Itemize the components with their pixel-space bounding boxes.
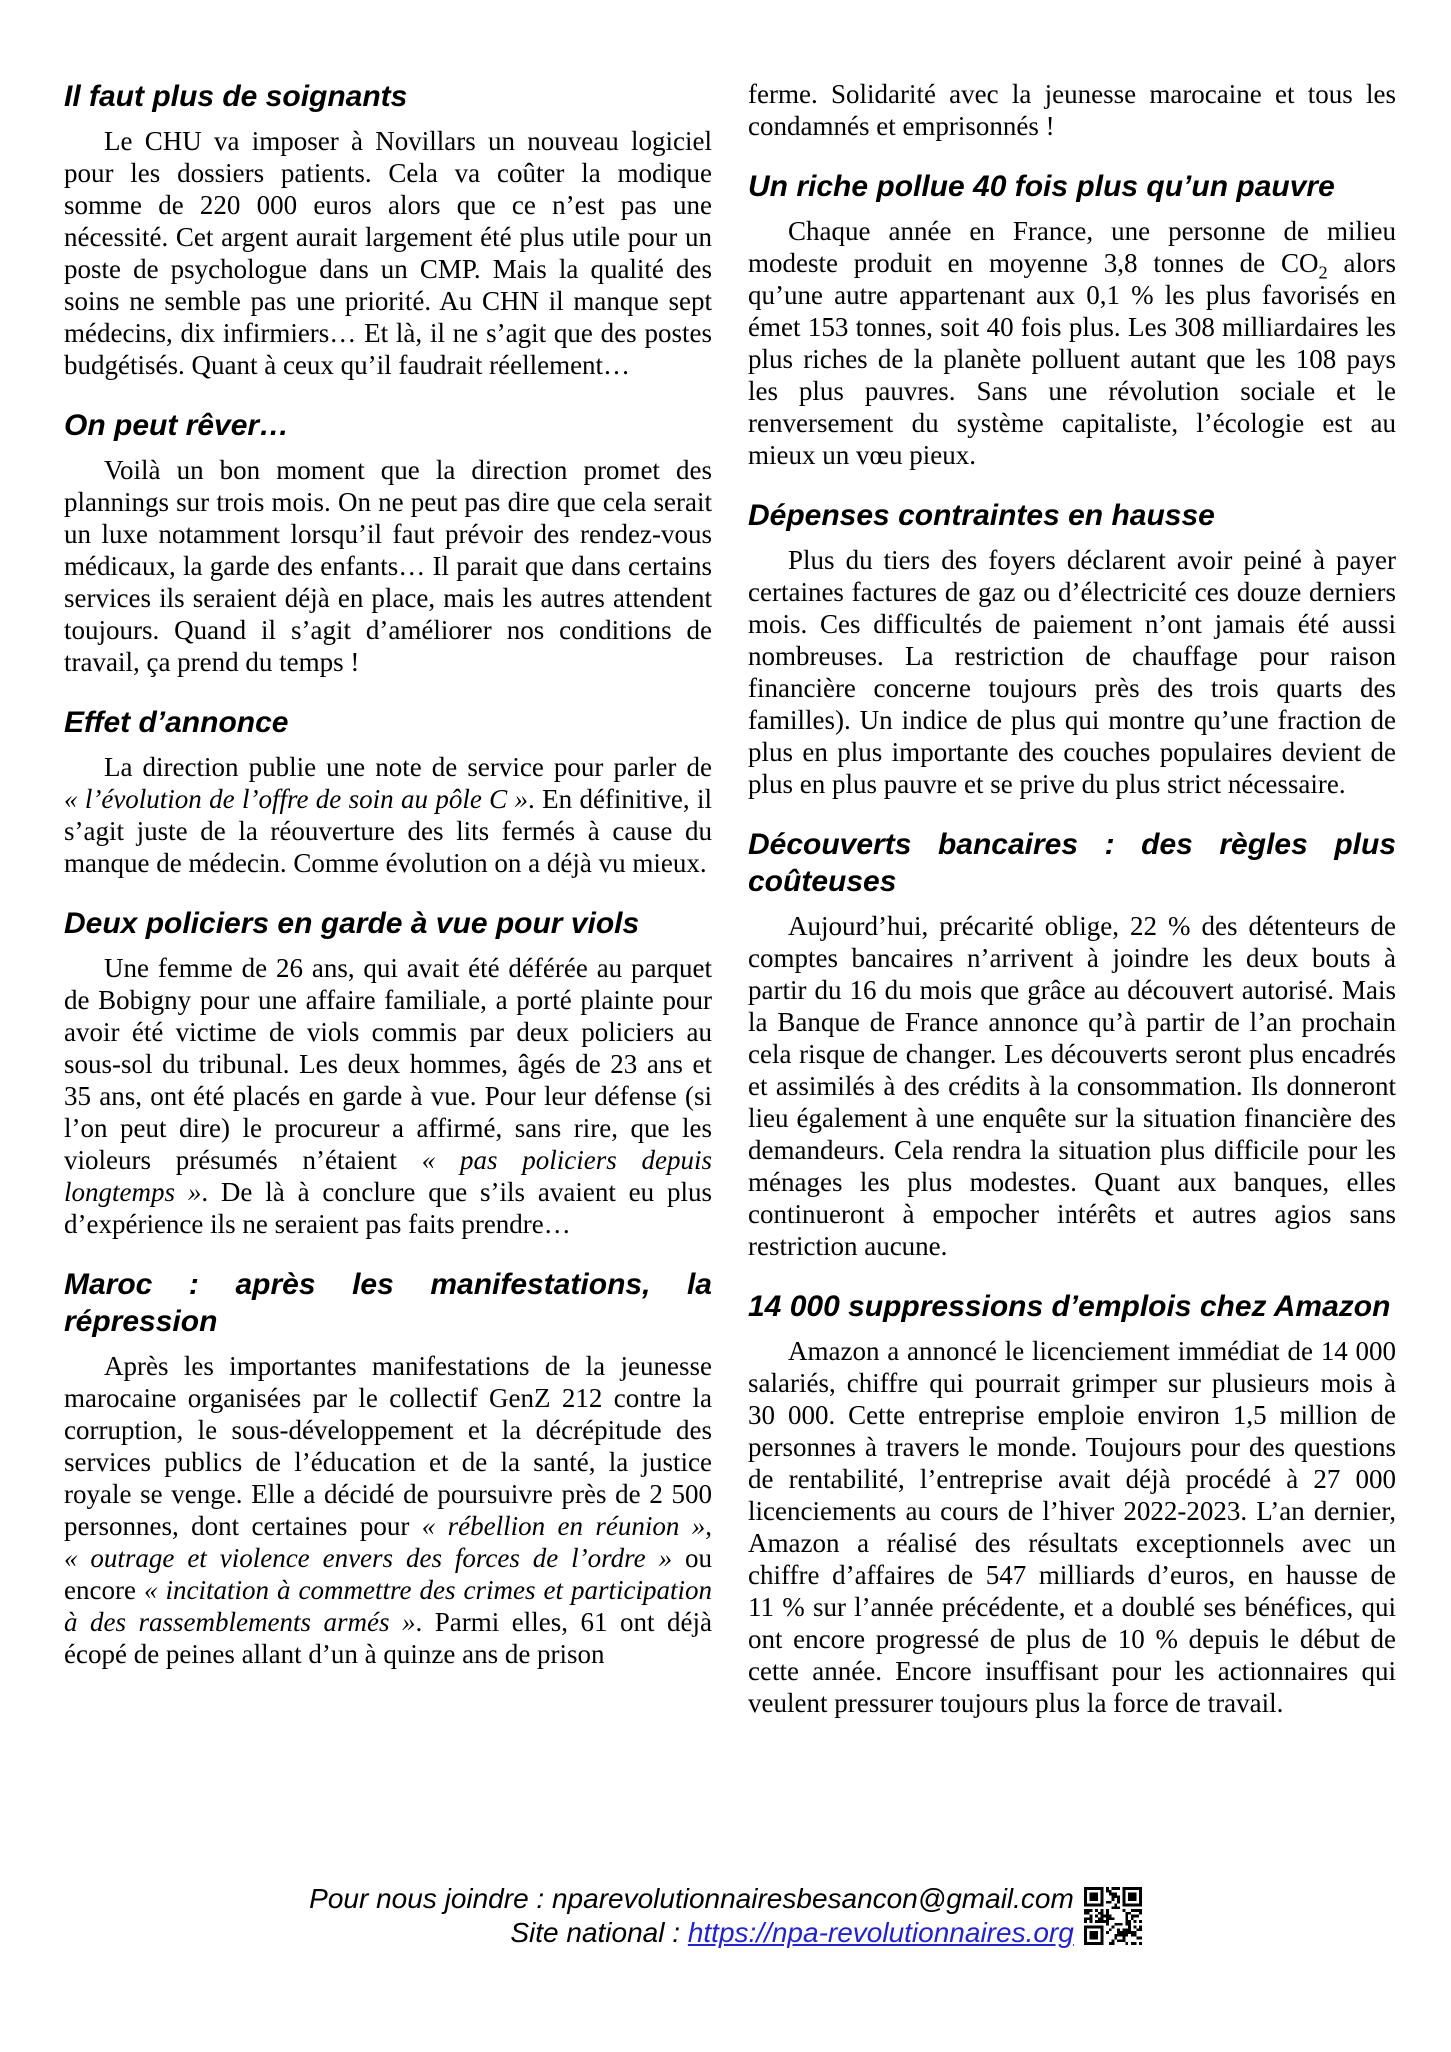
article-heading: Dépenses contraintes en hausse [748,499,1215,532]
article-heading: On peut rêver… [64,409,290,442]
site-link[interactable]: https://npa-revolutionnaires.org [687,1917,1074,1948]
article [748,497,1396,800]
article [748,826,1396,1262]
footer-contact-block [309,1882,1074,1950]
text-run: ou encore [64,1543,713,1605]
article-heading: Maroc : après les manifestations, la répression [64,1268,712,1338]
text-run: Aujourd’hui, précarité oblige, 22 % des détenteurs de comptes bancaires n’arrivent à joindre les deux bouts à partir du 16 du mois que grâce au découvert autorisé. Mais la Banque de France annonce qu’à partir de l’an prochain cela risque de changer. Les découverts seront plus encadrés et assimilés à des crédits à la consommation. Ils donneront lieu également à une enquête sur la situation financière des demandeurs. Cela rendra la situation plus difficile pour les ménages les plus modestes. Quant aux banques, elles continueront à empocher intérêts et autres agios sans restriction aucune. [748,911,1396,1261]
article-paragraph [748,544,1396,800]
quoted-italic-text: « outrage et violence envers des forces de l’ordre » [64,1543,673,1573]
text-run: Le CHU va imposer à Novillars un nouveau logiciel pour les dossiers patients. Cela va coûter la modique somme de 220 000 euros alors que ce n’est pas une nécessité. Cet argent aurait largement été plus utile pour un poste de psychologue dans un CMP. Mais la qualité des soins ne semble pas une priorité. Au CHN il manque sept médecins, dix infirmiers… Et là, il ne s’agit que des postes budgétisés. Quant à ceux qu’il faudrait réellement… [64,126,712,380]
site-line [309,1916,1074,1950]
article-paragraph [748,1335,1396,1719]
article [748,168,1396,471]
quoted-italic-text: « rébellion en réunion » [421,1511,706,1541]
article-paragraph [64,1350,712,1670]
article-paragraph [64,454,712,678]
article [64,905,712,1240]
quoted-italic-text: « pas policiers depuis longtemps » [64,1145,712,1207]
quoted-italic-text: « l’évolution de l’offre de soin au pôle C » [64,784,529,814]
qr-code-icon [1084,1887,1142,1945]
text-run: Plus du tiers des foyers déclarent avoir peiné à payer certaines factures de gaz ou d’électricité ces douze derniers mois. Ces difficultés de paiement n’ont jamais été aussi nombreuses. La restriction de chauffage pour raison financière concerne toujours près des trois quarts des familles). Un indice de plus qui montre qu’une fraction de plus en plus importante des couches populaires devient de plus en plus pauvre et se prive du plus strict nécessaire. [748,545,1396,799]
article-heading: Il faut plus de soignants [64,80,408,113]
article [64,1266,712,1670]
site-label: Site national : [510,1917,688,1948]
contact-email: nparevolutionnairesbesancon@gmail.com [551,1883,1074,1914]
footer [0,1882,1451,1950]
article-paragraph [748,215,1396,471]
text-run: , [705,1511,712,1541]
text-run: La direction publie une note de service pour parler de [104,752,712,782]
article [64,704,712,879]
article [748,1288,1396,1719]
article-paragraph [64,952,712,1240]
article-heading: Découverts bancaires : des règles plus coûteuses [748,828,1396,898]
article [64,78,712,381]
text-run: Chaque année en France, une personne de milieu modeste produit en moyenne 3,8 tonnes de CO [748,216,1396,278]
text-run: . En définitive, il s’agit juste de la réouverture des lits fermés à cause du manque de médecin. Comme évolution on a déjà vu mieux. [64,784,713,878]
left-column [64,78,712,1719]
text-run: ferme. Solidarité avec la jeunesse marocaine et tous les condamnés et emprisonnés ! [748,79,1396,141]
article-paragraph [64,125,712,381]
contact-line [309,1882,1074,1916]
article-heading: Effet d’annonce [64,706,289,739]
text-run: Une femme de 26 ans, qui avait été déférée au parquet de Bobigny pour une affaire familiale, a porté plainte pour avoir été victime de viols commis par deux policiers au sous-sol du tribunal. Les deux hommes, âgés de 23 ans et 35 ans, ont été placés en garde à vue. Pour leur défense (si l’on peut dire) le procureur a affirmé, sans rire, que les violeurs présumés n’étaient [64,953,712,1175]
contact-label: Pour nous joindre : [309,1883,552,1914]
article-heading: Deux policiers en garde à vue pour viols [64,907,640,940]
text-run: . De là à conclure que s’ils avaient eu plus d’expérience ils ne seraient pas faits prendre… [64,1177,712,1239]
quoted-italic-text: « incitation à commettre des crimes et participation à des rassemblements armés » [64,1575,712,1637]
article-heading: Un riche pollue 40 fois plus qu’un pauvre [748,170,1335,203]
text-run: alors qu’une autre appartenant aux 0,1 % les plus favorisés en émet 153 tonnes, soit 40 fois plus. Les 308 milliardaires les plus riches de la planète polluent autant que les 108 pays les plus pauvres. Sans une révolution sociale et le renversement du système capitaliste, l’écologie est au mieux un vœu pieux. [748,248,1396,470]
article-heading: 14 000 suppressions d’emplois chez Amazon [748,1290,1391,1323]
article [748,78,1396,142]
text-run: Après les importantes manifestations de la jeunesse marocaine organisées par le collectif GenZ 212 contre la corruption, le sous-développement et la décrépitude des services publics de l’éducation et de la santé, la justice royale se venge. Elle a décidé de poursuivre près de 2 500 personnes, dont certaines pour [64,1351,712,1541]
article-paragraph [64,751,712,879]
two-column-layout [64,78,1395,1719]
right-column [748,78,1396,1719]
subscript-text: 2 [1318,262,1328,283]
text-run: . Parmi elles, 61 ont déjà écopé de peines allant d’un à quinze ans de prison [64,1607,712,1669]
text-run: Voilà un bon moment que la direction promet des plannings sur trois mois. On ne peut pas dire que cela serait un luxe notamment lorsqu’il faut prévoir des rendez-vous médicaux, la garde des enfants… Il parait que dans certains services ils seraient déjà en place, mais les autres attendent toujours. Quand il s’agit d’améliorer nos conditions de travail, ça prend du temps ! [64,455,712,677]
article-paragraph [748,78,1396,142]
article-paragraph [748,910,1396,1262]
text-run: Amazon a annoncé le licenciement immédiat de 14 000 salariés, chiffre qui pourrait grimper sur plusieurs mois à 30 000. Cette entreprise emploie environ 1,5 million de personnes à travers le monde. Toujours pour des questions de rentabilité, l’entreprise avait déjà procédé à 27 000 licenciements au cours de l’hiver 2022-2023. L’an dernier, Amazon a réalisé des résultats exceptionnels avec un chiffre d’affaires de 547 milliards d’euros, en hausse de 11 % sur l’année précédente, et a doublé ses bénéfices, qui ont encore progressé de plus de 10 % depuis le début de cette année. Encore insuffisant pour les actionnaires qui veulent pressurer toujours plus la force de travail. [748,1336,1396,1718]
article [64,407,712,678]
